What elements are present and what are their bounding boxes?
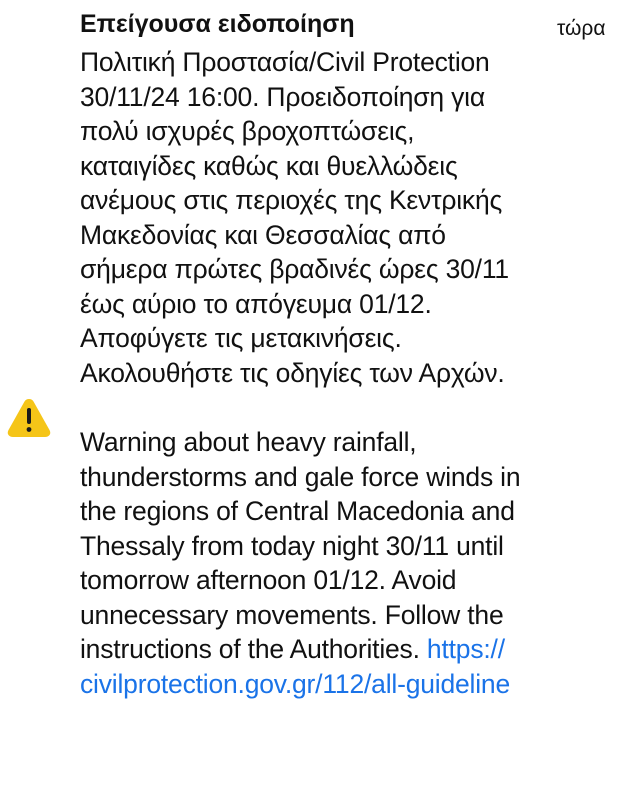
notification-time: τώρα bbox=[557, 17, 606, 40]
message-line: unnecessary movements. Follow the bbox=[80, 599, 504, 630]
paragraph-gap bbox=[80, 390, 636, 425]
notification-title: Επείγουσα ειδοποίηση bbox=[80, 10, 355, 38]
message-line: καταιγίδες καθώς και θυελλώδεις bbox=[80, 150, 458, 181]
message-text: instructions of the Authorities. bbox=[80, 634, 427, 664]
message-line: Πολιτική Προστασία/Civil Protection bbox=[80, 47, 490, 77]
message-line bbox=[80, 667, 636, 702]
message-line: tomorrow afternoon 01/12. Avoid bbox=[80, 565, 457, 595]
message-line: πολύ ισχυρές βροχοπτώσεις, bbox=[80, 116, 415, 146]
message-line: Warning about heavy rainfall, bbox=[80, 427, 417, 457]
message-line: Αποφύγετε τις μετακινήσεις. bbox=[80, 323, 402, 353]
notification-message bbox=[80, 45, 636, 701]
message-line: the regions of Central Macedonia and bbox=[80, 496, 515, 526]
guidelines-link[interactable]: civilprotection.gov.gr/112/all-guideline bbox=[80, 668, 510, 699]
message-line: έως αύριο το απόγευμα 01/12. bbox=[80, 288, 432, 319]
message-line: thunderstorms and gale force winds in bbox=[80, 461, 521, 492]
message-line: 30/11/24 16:00. Προειδοποίηση για bbox=[80, 81, 485, 112]
message-line-with-link bbox=[80, 632, 636, 667]
message-line: Ακολουθήστε τις οδηγίες των Αρχών. bbox=[80, 357, 505, 388]
message-line: σήμερα πρώτες βραδινές ώρες 30/11 bbox=[80, 254, 509, 284]
message-line: Thessaly from today night 30/11 until bbox=[80, 530, 504, 561]
warning-triangle-icon bbox=[6, 396, 52, 438]
message-line: ανέμους στις περιοχές της Κεντρικής bbox=[80, 185, 503, 215]
message-line: Μακεδονίας και Θεσσαλίας από bbox=[80, 219, 446, 250]
guidelines-link-start[interactable]: https:// bbox=[426, 634, 505, 664]
